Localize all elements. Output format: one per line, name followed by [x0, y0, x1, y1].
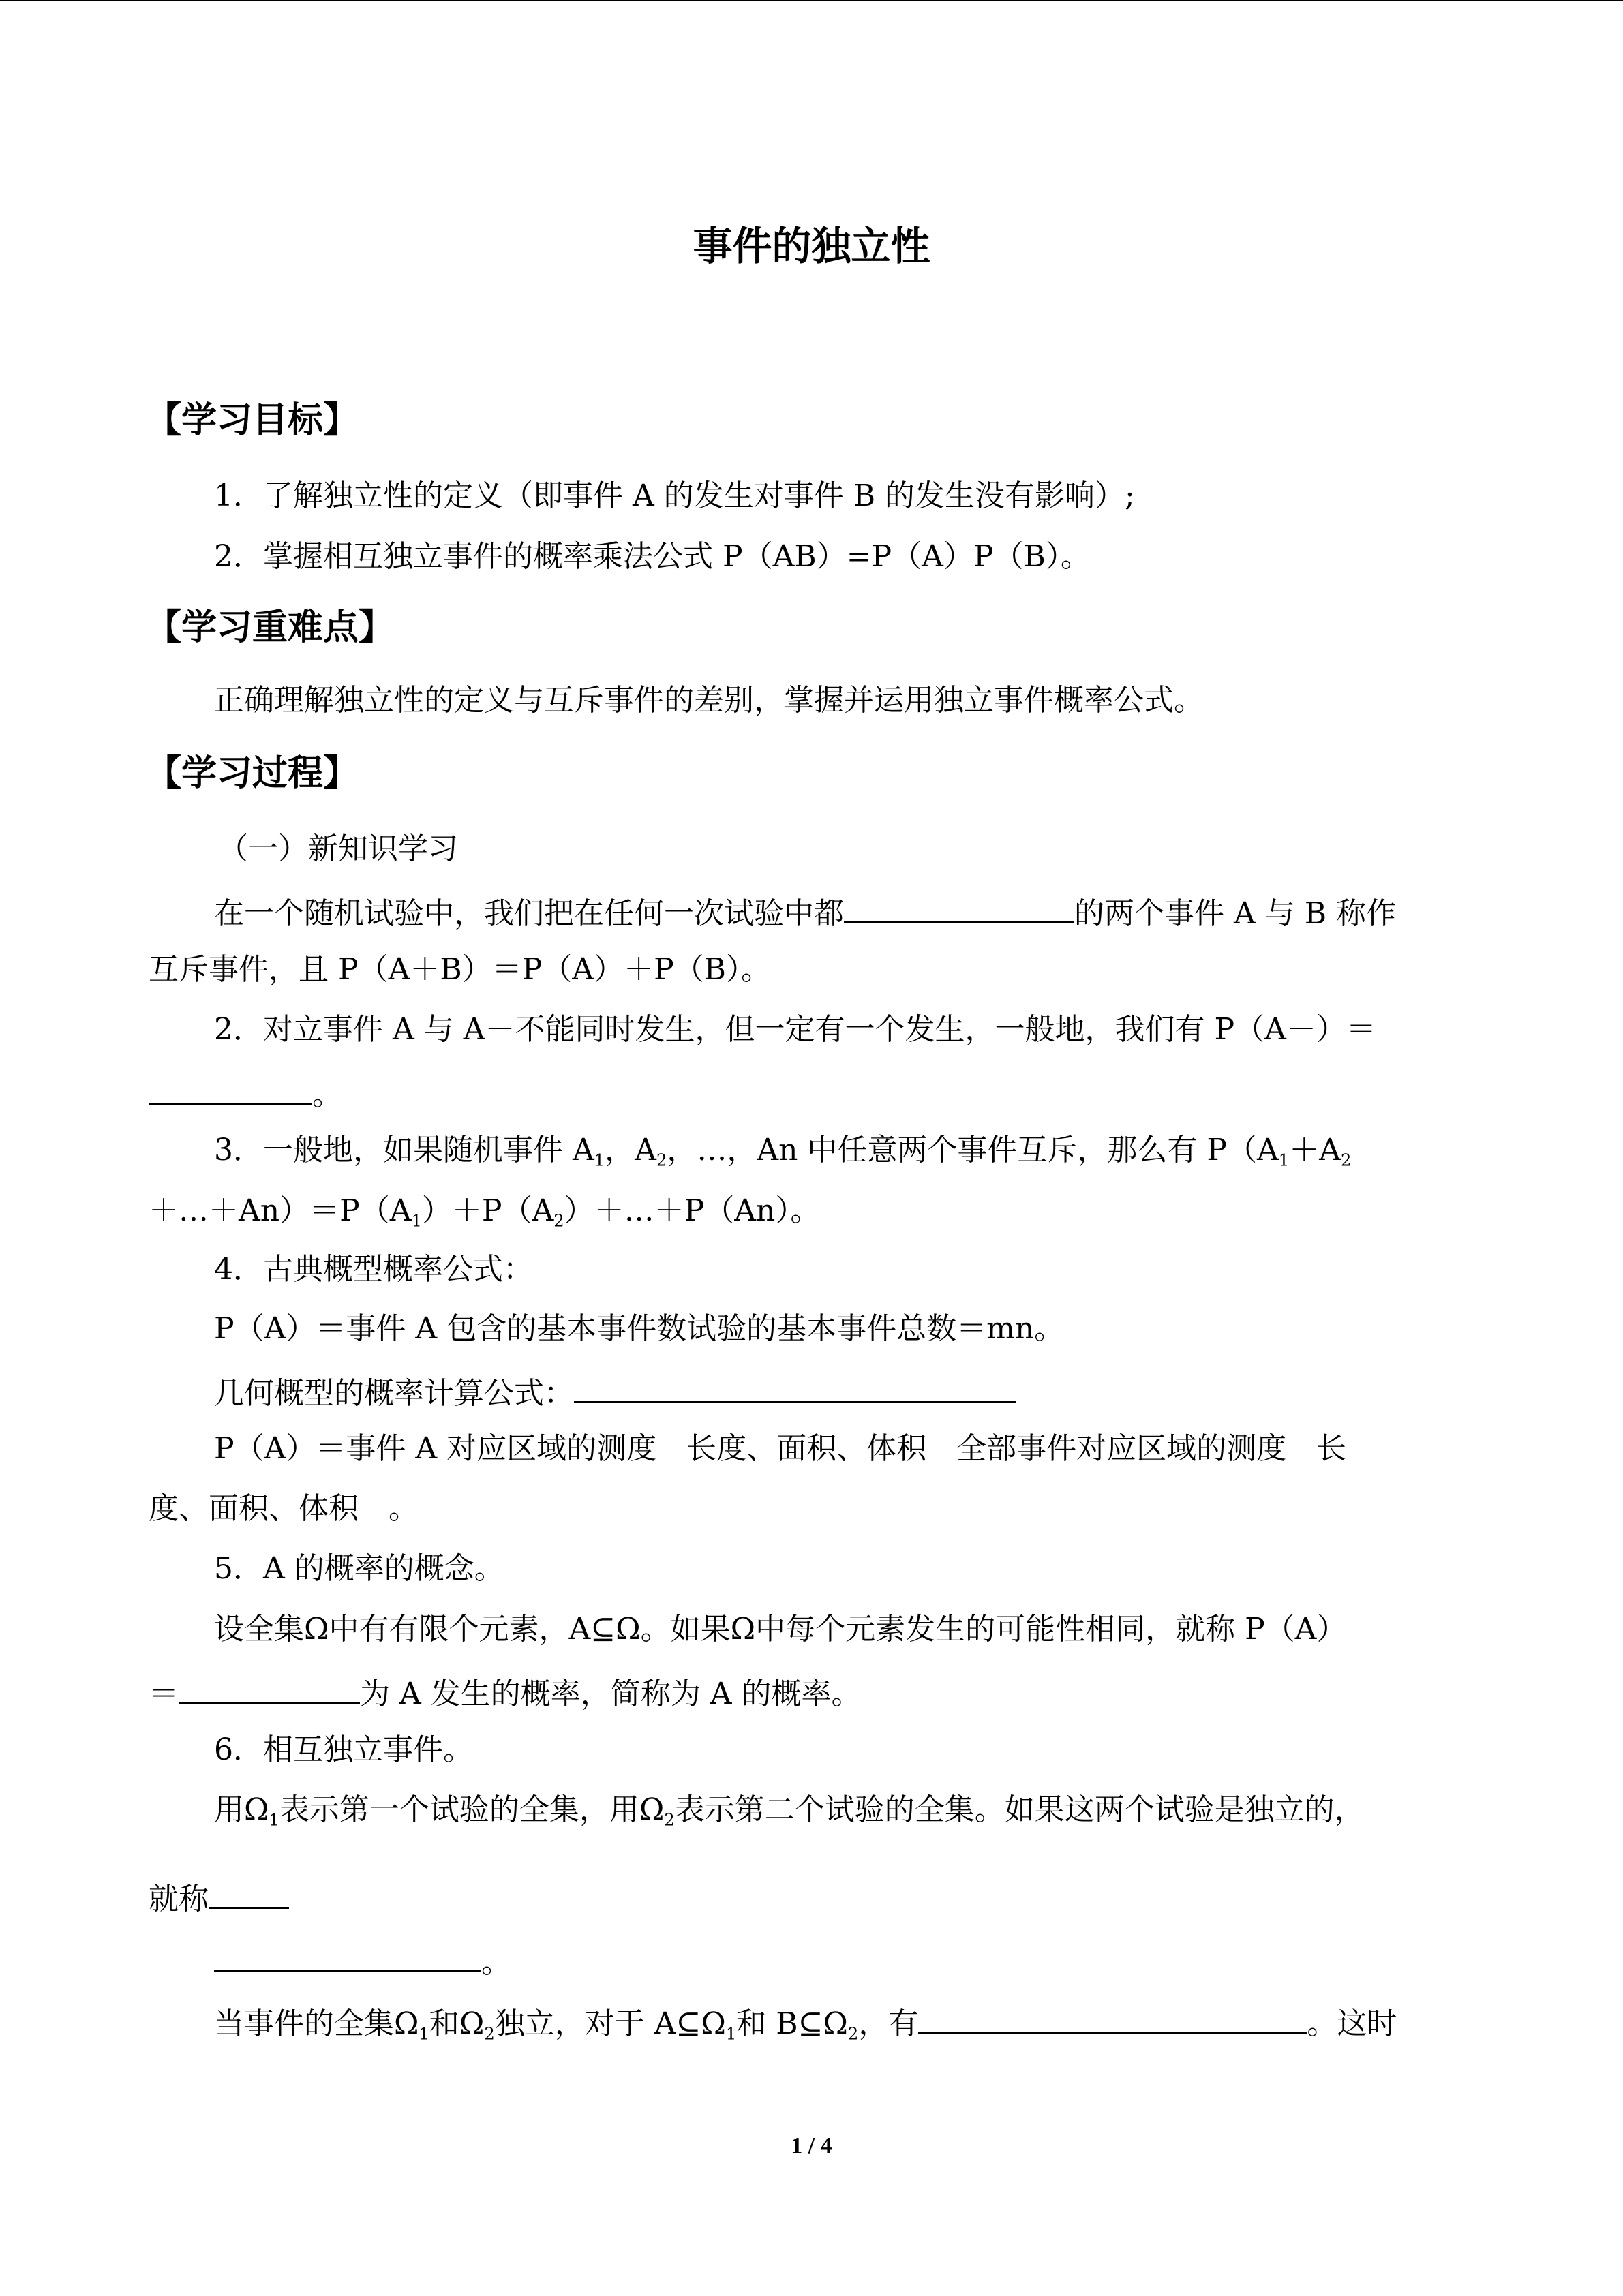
paragraph-independent-trials-cont [149, 1877, 289, 1918]
text-segment: 和 B⊆Ω [736, 2006, 848, 2041]
text-segment: 独立，对于 A⊆Ω [494, 2006, 726, 2041]
text-segment: 。 [481, 1945, 511, 1980]
page-number: 1 / 4 [791, 2133, 832, 2158]
fill-blank[interactable] [844, 891, 1074, 923]
text-segment: 3．一般地，如果随机事件 A [214, 1133, 594, 1167]
subscript: 1 [594, 1150, 605, 1170]
text-segment: 在一个随机试验中，我们把在任何一次试验中都 [214, 896, 844, 931]
text-segment: 表示第一个试验的全集，用Ω [279, 1792, 665, 1827]
text-segment: 。 [312, 1077, 342, 1112]
fill-blank[interactable] [574, 1371, 1016, 1403]
paragraph-complementary-event: 2．对立事件 A 与 A－不能同时发生，但一定有一个发生，一般地，我们有 P（A－）＝ [214, 1012, 1376, 1047]
fill-blank[interactable] [149, 1073, 312, 1105]
text-segment: 为 A 发生的概率，简称为 A 的概率。 [360, 1677, 862, 1711]
text-segment: ＋A [1289, 1133, 1341, 1167]
text-segment: ＝ [149, 1677, 179, 1711]
subscript: 1 [1278, 1150, 1290, 1170]
subscript: 2 [484, 2024, 495, 2044]
text-segment: ）＋P（A [421, 1193, 554, 1228]
paragraph-probability-concept: 5．A 的概率的概念。 [214, 1551, 504, 1586]
goal-item-2: 2．掌握相互独立事件的概率乘法公式 P（AB）=P（A）P（B）。 [214, 539, 1091, 574]
key-points-text: 正确理解独立性的定义与互斥事件的差别，掌握并运用独立事件概率公式。 [214, 683, 1204, 718]
paragraph-addition-rule-cont [149, 1193, 820, 1229]
text-segment: ，A [605, 1133, 656, 1167]
text-segment: ）＋…＋P（An）。 [564, 1193, 821, 1228]
text-segment: 就称 [149, 1882, 209, 1916]
subscript: 1 [269, 1810, 279, 1830]
subscript: 1 [725, 2024, 737, 2044]
fill-blank[interactable] [918, 2002, 1307, 2034]
paragraph-mutually-exclusive-cont: 互斥事件，且 P（A＋B）＝P（A）＋P（B）。 [149, 952, 772, 987]
paragraph-independent-events: 6．相互独立事件。 [214, 1732, 473, 1767]
paragraph-finite-set-cont [149, 1672, 862, 1713]
text-segment: 。这时 [1307, 2006, 1397, 2041]
geometric-model-formula: P（A）＝事件 A 对应区域的测度 长度、面积、体积 全部事件对应区域的测度 长 [214, 1431, 1347, 1466]
paragraph-independent-sets [214, 2002, 1397, 2042]
goal-item-1: 1．了解独立性的定义（即事件 A 的发生对事件 B 的发生没有影响）; [214, 478, 1135, 513]
paragraph-classical-model: 4．古典概型概率公式： [214, 1252, 533, 1287]
paragraph-mutually-exclusive [214, 891, 1396, 932]
text-segment: 表示第二个试验的全集。如果这两个试验是独立的， [674, 1792, 1365, 1827]
section-heading-process: 【学习过程】 [146, 753, 359, 794]
fill-blank[interactable] [209, 1877, 289, 1909]
subscript: 2 [1340, 1150, 1352, 1170]
paragraph-independent-trials-blank [214, 1940, 511, 1981]
paragraph-finite-set: 设全集Ω中有有限个元素，A⊆Ω。如果Ω中每个元素发生的可能性相同，就称 P（A） [214, 1612, 1347, 1647]
geometric-model-formula-cont: 度、面积、体积 。 [149, 1491, 419, 1526]
section-heading-goals: 【学习目标】 [146, 400, 359, 441]
subscript: 2 [553, 1211, 564, 1231]
fill-blank[interactable] [214, 1940, 481, 1972]
classical-model-formula: P（A）＝事件 A 包含的基本事件数试验的基本事件总数＝mn。 [214, 1311, 1065, 1346]
section-heading-key-points: 【学习重难点】 [146, 607, 395, 648]
page-title: 事件的独立性 [693, 223, 930, 269]
text-segment: 当事件的全集Ω [214, 2006, 419, 2041]
geometric-model-prompt [214, 1371, 1016, 1412]
subscript: 1 [419, 2024, 429, 2044]
subscript: 2 [664, 1810, 675, 1830]
paragraph-complementary-event-cont [149, 1073, 342, 1114]
text-segment: 的两个事件 A 与 B 称作 [1074, 896, 1397, 931]
text-segment: ，…，An 中任意两个事件互斥，那么有 P（A [667, 1133, 1279, 1167]
subscript: 2 [847, 2024, 859, 2044]
paragraph-independent-trials [214, 1792, 1365, 1828]
text-segment: ＋…＋An）＝P（A [149, 1193, 412, 1228]
fill-blank[interactable] [179, 1672, 360, 1704]
process-subheading: （一）新知识学习 [218, 831, 458, 866]
text-segment: 和Ω [429, 2006, 485, 2041]
subscript: 2 [656, 1150, 667, 1170]
text-segment: 用Ω [214, 1792, 269, 1827]
text-segment: 几何概型的概率计算公式： [214, 1376, 574, 1411]
subscript: 1 [411, 1211, 422, 1231]
paragraph-addition-rule [214, 1133, 1351, 1169]
text-segment: ，有 [858, 2006, 919, 2041]
